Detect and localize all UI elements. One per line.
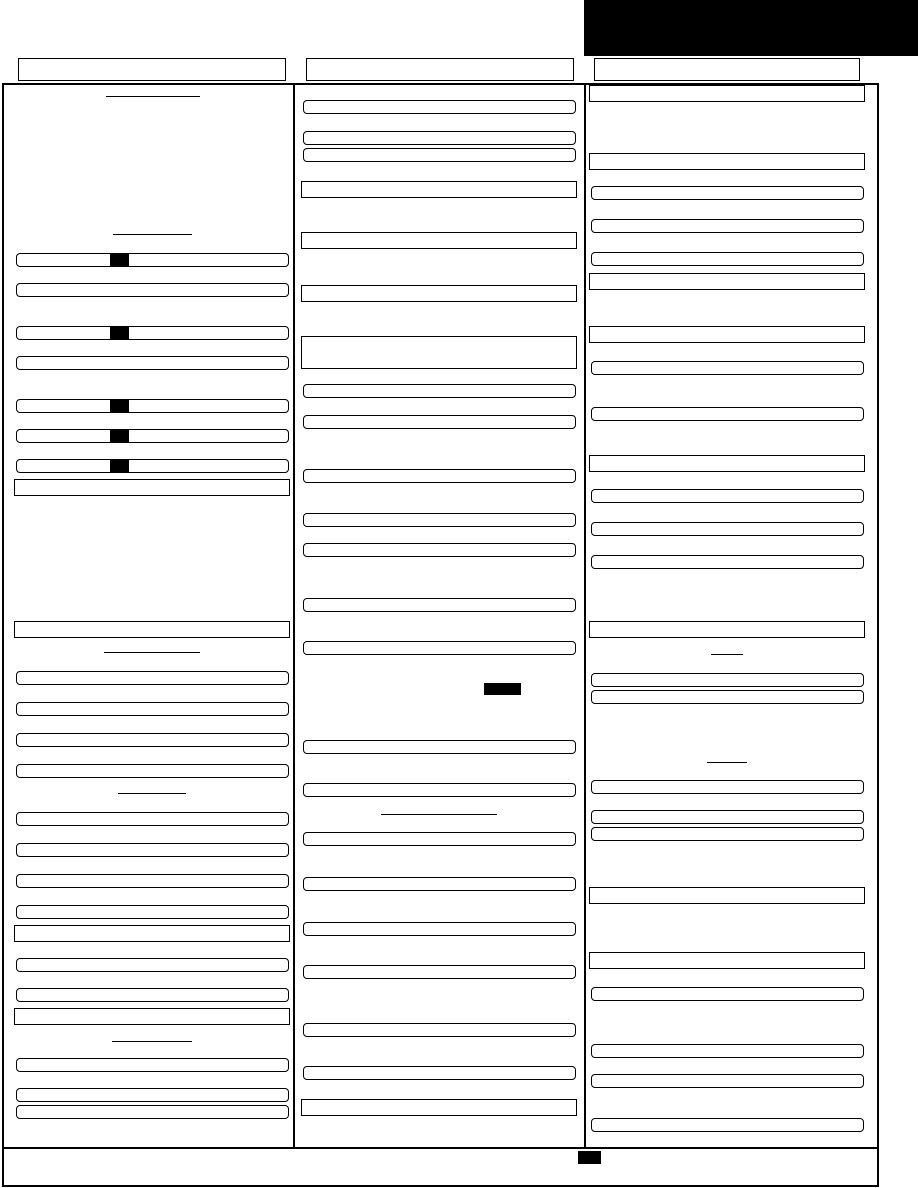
form-field[interactable] xyxy=(16,812,289,826)
form-field[interactable] xyxy=(303,513,576,527)
form-field[interactable] xyxy=(303,877,576,891)
form-field[interactable] xyxy=(16,1088,289,1102)
section-bar xyxy=(589,887,865,904)
section-bar xyxy=(589,326,865,343)
section-heading-underline xyxy=(707,762,747,763)
section-bar xyxy=(301,232,577,249)
checkbox-marker[interactable] xyxy=(110,459,129,472)
form-field[interactable] xyxy=(16,459,289,473)
form-field[interactable] xyxy=(303,384,576,398)
form-field[interactable] xyxy=(591,555,864,569)
form-field[interactable] xyxy=(303,783,576,797)
form-field[interactable] xyxy=(16,958,289,972)
column-1-heading xyxy=(18,58,286,81)
form-field[interactable] xyxy=(591,407,864,421)
form-field[interactable] xyxy=(591,987,864,1001)
form-field[interactable] xyxy=(16,733,289,747)
section-bar xyxy=(589,85,865,102)
column-divider-2 xyxy=(584,84,586,1148)
section-heading-underline xyxy=(104,652,200,653)
form-field[interactable] xyxy=(303,641,576,655)
form-field[interactable] xyxy=(591,673,864,687)
form-field[interactable] xyxy=(303,832,576,846)
checkbox-marker[interactable] xyxy=(110,429,129,442)
form-field[interactable] xyxy=(303,740,576,754)
form-field[interactable] xyxy=(591,522,864,536)
form-field[interactable] xyxy=(16,988,289,1002)
form-field[interactable] xyxy=(303,148,576,162)
section-bar xyxy=(301,1099,577,1116)
section-bar xyxy=(14,621,290,638)
form-field[interactable] xyxy=(591,361,864,375)
header-title-block xyxy=(584,0,918,56)
form-field[interactable] xyxy=(303,965,576,979)
column-divider-1 xyxy=(293,84,295,1148)
section-heading-underline xyxy=(711,654,743,655)
form-field[interactable] xyxy=(16,843,289,857)
form-field[interactable] xyxy=(16,1105,289,1119)
form-field[interactable] xyxy=(16,764,289,778)
form-field[interactable] xyxy=(303,598,576,612)
form-field[interactable] xyxy=(16,671,289,685)
form-field[interactable] xyxy=(591,690,864,704)
checkbox-marker[interactable] xyxy=(484,683,521,695)
footer-bar xyxy=(2,1147,879,1187)
column-3-heading xyxy=(594,58,860,81)
form-field[interactable] xyxy=(16,356,289,370)
form-field[interactable] xyxy=(591,810,864,824)
form-field[interactable] xyxy=(303,469,576,483)
section-bar xyxy=(301,285,577,302)
checkbox-marker[interactable] xyxy=(110,399,129,412)
form-field[interactable] xyxy=(591,219,864,233)
form-field[interactable] xyxy=(303,415,576,429)
form-field[interactable] xyxy=(303,543,576,557)
form-field[interactable] xyxy=(591,186,864,200)
form-field[interactable] xyxy=(591,489,864,503)
form-field[interactable] xyxy=(303,100,576,114)
form-field[interactable] xyxy=(303,131,576,145)
form-field[interactable] xyxy=(591,1044,864,1058)
checkbox-marker[interactable] xyxy=(110,326,129,339)
form-field[interactable] xyxy=(591,1118,864,1132)
form-field[interactable] xyxy=(303,1023,576,1037)
form-field[interactable] xyxy=(16,326,289,340)
section-heading-underline xyxy=(112,1041,192,1042)
checkbox-marker[interactable] xyxy=(110,253,129,266)
section-bar xyxy=(589,273,865,290)
form-field[interactable] xyxy=(591,1074,864,1088)
form-field[interactable] xyxy=(303,1066,576,1080)
form-field[interactable] xyxy=(591,827,864,841)
form-field[interactable] xyxy=(16,1058,289,1072)
form-field[interactable] xyxy=(591,780,864,794)
section-heading-underline xyxy=(113,234,192,235)
section-heading-underline xyxy=(381,814,497,815)
section-bar xyxy=(301,181,577,198)
form-field[interactable] xyxy=(16,905,289,919)
section-bar xyxy=(589,621,865,638)
form-field[interactable] xyxy=(591,252,864,266)
section-bar xyxy=(589,455,865,472)
section-bar xyxy=(589,153,865,170)
section-bar xyxy=(589,952,865,969)
section-bar xyxy=(301,336,577,369)
form-field[interactable] xyxy=(16,429,289,443)
form-field[interactable] xyxy=(16,253,289,267)
checkbox-marker[interactable] xyxy=(578,1151,601,1164)
section-bar xyxy=(14,925,290,942)
section-heading-underline xyxy=(118,793,186,794)
form-field[interactable] xyxy=(303,922,576,936)
form-field[interactable] xyxy=(16,399,289,413)
form-field[interactable] xyxy=(16,874,289,888)
section-bar xyxy=(14,1008,290,1025)
section-heading-underline xyxy=(106,96,200,97)
form-field[interactable] xyxy=(16,702,289,716)
section-bar xyxy=(14,479,290,496)
column-2-heading xyxy=(306,58,574,81)
form-field[interactable] xyxy=(16,283,289,297)
